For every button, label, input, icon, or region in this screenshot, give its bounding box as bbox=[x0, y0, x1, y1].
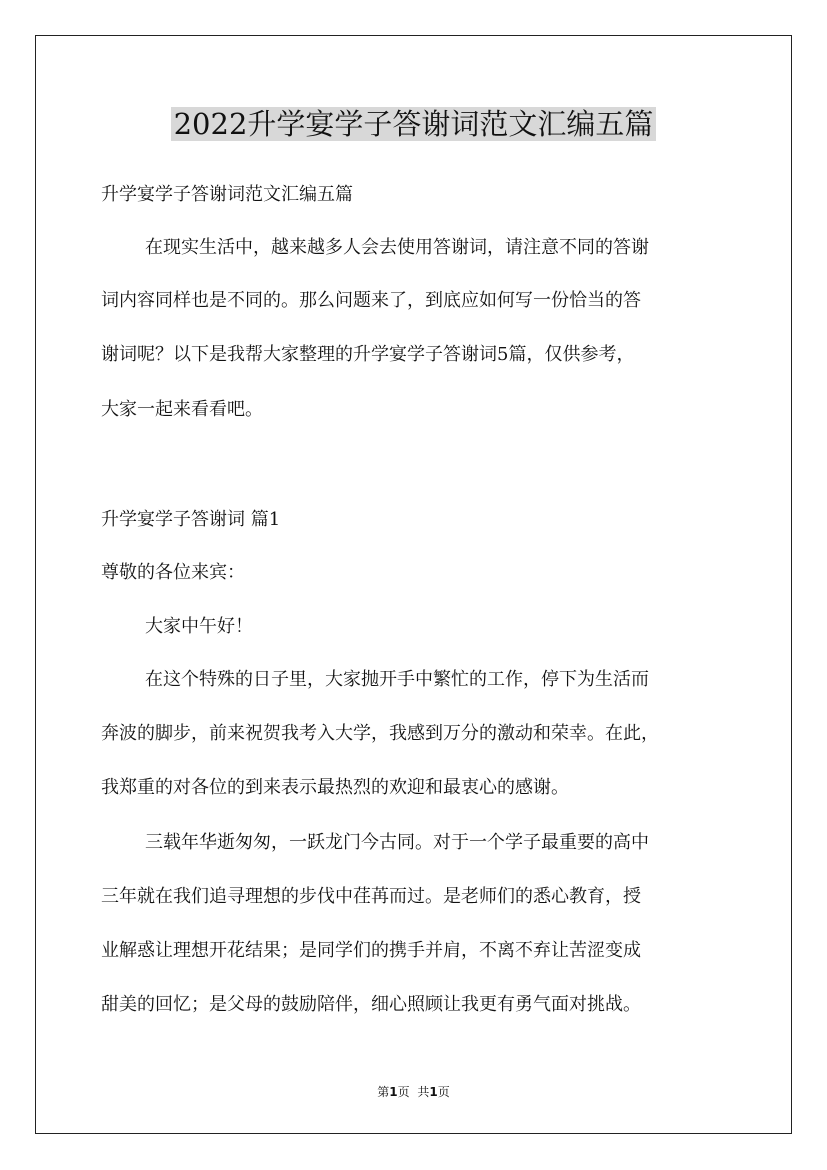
total-suffix: 页 bbox=[437, 1085, 450, 1099]
paragraph-line: 甜美的回忆；是父母的鼓励陪伴，细心照顾让我更有勇气面对挑战。 bbox=[101, 994, 641, 1015]
document-title-text: 2022升学宴学子答谢词范文汇编五篇 bbox=[171, 107, 657, 141]
page-total: 1 bbox=[429, 1085, 438, 1099]
paragraph-line: 在这个特殊的日子里，大家抛开手中繁忙的工作，停下为生活而 bbox=[145, 669, 649, 690]
paragraph-line: 三载年华逝匆匆，一跃龙门今古同。对于一个学子最重要的高中 bbox=[145, 832, 649, 853]
intro-line: 词内容同样也是不同的。那么问题来了，到底应如何写一份恰当的答 bbox=[101, 290, 641, 311]
document-title bbox=[0, 96, 827, 152]
intro-line: 在现实生活中，越来越多人会去使用答谢词，请注意不同的答谢 bbox=[145, 237, 649, 258]
page-prefix: 第 bbox=[377, 1085, 390, 1099]
page-footer bbox=[0, 1084, 827, 1100]
paragraph-line: 我郑重的对各位的到来表示最热烈的欢迎和最衷心的感谢。 bbox=[101, 777, 569, 798]
salutation: 尊敬的各位来宾： bbox=[101, 562, 245, 583]
section-heading: 升学宴学子答谢词 篇1 bbox=[101, 509, 281, 530]
greeting: 大家中午好！ bbox=[145, 616, 253, 637]
total-prefix: 共 bbox=[417, 1085, 430, 1099]
intro-line: 大家一起来看看吧。 bbox=[101, 399, 263, 420]
paragraph-line: 三年就在我们追寻理想的步伐中荏苒而过。是老师们的悉心教育，授 bbox=[101, 886, 641, 907]
page-current: 1 bbox=[389, 1085, 398, 1099]
document-subtitle: 升学宴学子答谢词范文汇编五篇 bbox=[101, 184, 353, 205]
paragraph-line: 业解惑让理想开花结果；是同学们的携手并肩，不离不弃让苦涩变成 bbox=[101, 940, 641, 961]
paragraph-line: 奔波的脚步，前来祝贺我考入大学，我感到万分的激动和荣幸。在此， bbox=[101, 723, 659, 744]
intro-line: 谢词呢？以下是我帮大家整理的升学宴学子答谢词5篇，仅供参考， bbox=[101, 344, 635, 365]
page-suffix: 页 bbox=[397, 1085, 410, 1099]
